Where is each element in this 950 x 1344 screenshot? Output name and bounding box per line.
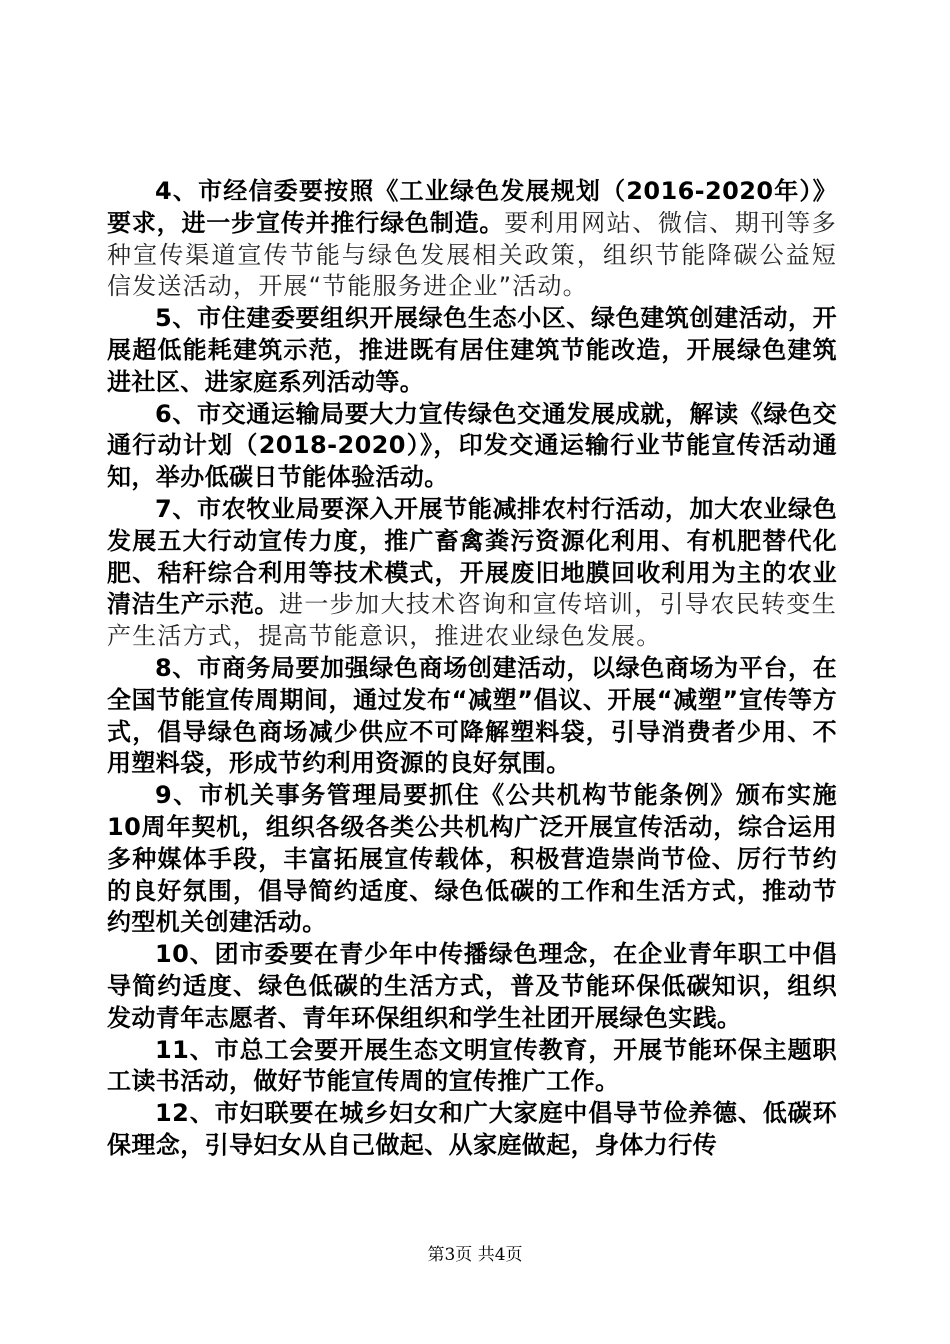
paragraph-item-5 [107,303,837,398]
paragraph-main-text: 11、市总工会要开展生态文明宣传教育，开展节能环保主题职工读书活动，做好节能宣传周的宣传推广工作。 [107,1035,837,1096]
paragraph-item-4 [107,176,837,303]
paragraph-item-8 [107,653,837,780]
paragraph-secondary-text: 进一步加大技术咨询和宣传培训，引导农民转变生产生活方式，提高节能意识，推进农业绿色发展。 [107,590,837,651]
paragraph-item-6 [107,399,837,494]
paragraph-main-text: 5、市住建委要组织开展绿色生态小区、绿色建筑创建活动，开展超低能耗建筑示范，推进既有居住建筑节能改造，开展绿色建筑进社区、进家庭系列活动等。 [107,304,837,396]
paragraph-main-text: 12、市妇联要在城乡妇女和广大家庭中倡导节俭养德、低碳环保理念，引导妇女从自己做起、从家庭做起，身体力行传 [107,1099,837,1159]
paragraph-main-text: 7、市农牧业局要深入开展节能减排农村行活动，加大农业绿色发展五大行动宣传力度，推广畜禽粪污资源化利用、有机肥替代化肥、秸秆综合利用等技术模式，开展废旧地膜回收利用为主的农业清洁生产示范。 [107,494,837,619]
paragraph-item-9 [107,780,837,939]
paragraph-main-text: 8、市商务局要加强绿色商场创建活动，以绿色商场为平台，在全国节能宣传周期间，通过发布“减塑”倡议、开展“减塑”宣传等方式，倡导绿色商场减少供应不可降解塑料袋，引导消费者少用、不用塑料袋，形成节约利用资源的良好氛围。 [107,653,837,778]
paragraph-main-text: 10、团市委要在青少年中传播绿色理念，在企业青年职工中倡导简约适度、绿色低碳的生活方式，普及节能环保低碳知识，组织发动青年志愿者、青年环保组织和学生社团开展绿色实践。 [107,940,837,1032]
paragraph-secondary-text: 要利用网站、微信、期刊等多种宣传渠道宣传节能与绿色发展相关政策，组织节能降碳公益短信发送活动，开展“节能服务进企业”活动。 [107,208,837,301]
paragraph-main-text: 9、市机关事务管理局要抓住《公共机构节能条例》颁布实施10周年契机，组织各级各类公共机构广泛开展宣传活动，综合运用多种媒体手段，丰富拓展宣传载体，积极营造崇尚节俭、厉行节约的良好氛围，倡导简约适度、绿色低碳的工作和生活方式，推动节约型机关创建活动。 [107,781,837,937]
paragraph-item-12 [107,1098,837,1162]
page-number-label: 第3页 共4页 [427,1245,523,1265]
paragraph-item-10 [107,939,837,1034]
paragraph-main-text: 6、市交通运输局要大力宣传绿色交通发展成就，解读《绿色交通行动计划（2018-2020）》，印发交通运输行业节能宣传活动通知，举办低碳日节能体验活动。 [107,399,837,492]
page-footer [0,1240,950,1265]
paragraph-main-text: 4、市经信委要按照《工业绿色发展规划（2016-2020年）》要求，进一步宣传并推行绿色制造。 [107,177,837,237]
document-body [107,176,837,1162]
paragraph-item-11 [107,1035,837,1099]
paragraph-item-7 [107,494,837,653]
